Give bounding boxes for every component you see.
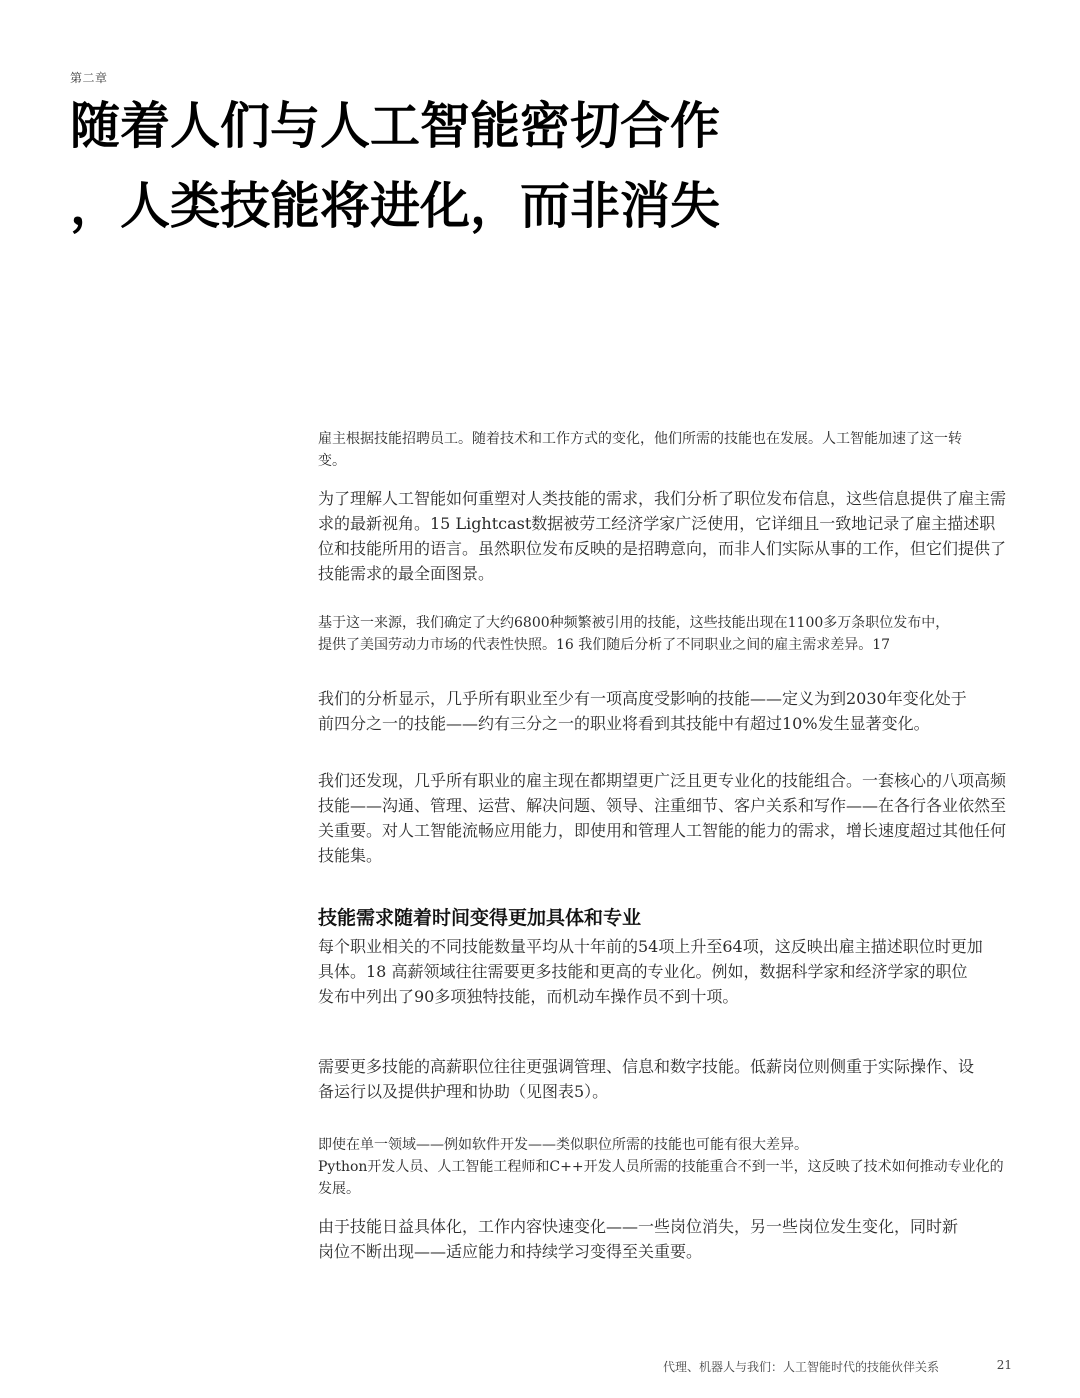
paragraph-methodology: 为了理解人工智能如何重塑对人类技能的需求，我们分析了职位发布信息，这些信息提供了雇主需求的最新视角。15 Lightcast数据被劳工经济学家广泛使用，它详细且一致地记录了雇主描述职位和技能所用的语言。虽然职位发布反映的是招聘意向，而非人们实际从事的工作，但它们提供了技能需求的最全面图景。 bbox=[318, 489, 1007, 583]
paragraph-software-dev-line-1: 即使在单一领域——例如软件开发——类似职位所需的技能也可能有很大差异。 bbox=[318, 1137, 808, 1153]
title-line-2: ，人类技能将进化，而非消失 bbox=[70, 177, 720, 235]
paragraph-software-dev-line-2: Python开发人员、人工智能工程师和C++开发人员所需的技能重合不到一半，这反映了技术如何推动专业化的发展。 bbox=[318, 1159, 1004, 1197]
footer-report-title: 代理、机器人与我们：人工智能时代的技能伙伴关系 bbox=[663, 1360, 940, 1374]
paragraph-adaptability: 由于技能日益具体化，工作内容快速变化——一些岗位消失，另一些岗位发生变化，同时新岗位不断出现——适应能力和持续学习变得至关重要。 bbox=[318, 1217, 959, 1261]
body-column bbox=[318, 428, 1018, 1264]
paragraph-intro: 雇主根据技能招聘员工。随着技术和工作方式的变化，他们所需的技能也在发展。人工智能加速了这一转变。 bbox=[318, 431, 962, 469]
section-subheading: 技能需求随着时间变得更加具体和专业 bbox=[318, 907, 642, 929]
paragraph-analysis: 我们的分析显示，几乎所有职业至少有一项高度受影响的技能——定义为到2030年变化处于前四分之一的技能——约有三分之一的职业将看到其技能中有超过10%发生显著变化。 bbox=[318, 689, 967, 733]
paragraph-skill-count: 每个职业相关的不同技能数量平均从十年前的54项上升至64项，这反映出雇主描述职位时更加具体。18 高薪领域往往需要更多技能和更高的专业化。例如，数据科学家和经济学家的职位发布中列出了90多项独特技能，而机动车操作员不到十项。 bbox=[318, 937, 983, 1006]
title-line-1: 随着人们与人工智能密切合作 bbox=[70, 97, 720, 155]
paragraph-findings: 我们还发现，几乎所有职业的雇主现在都期望更广泛且更专业化的技能组合。一套核心的八项高频技能——沟通、管理、运营、解决问题、领导、注重细节、客户关系和写作——在各行各业依然至关重要。对人工智能流畅应用能力，即使用和管理人工智能的能力的需求，增长速度超过其他任何技能集。 bbox=[318, 771, 1007, 865]
paragraph-software-dev bbox=[318, 1134, 1008, 1200]
page-number: 21 bbox=[996, 1358, 1012, 1372]
paragraph-high-pay: 需要更多技能的高薪职位往往更强调管理、信息和数字技能。低薪岗位则侧重于实际操作、设备运行以及提供护理和协助（见图表5）。 bbox=[318, 1057, 975, 1101]
page-title bbox=[70, 86, 830, 246]
paragraph-source: 基于这一来源，我们确定了大约6800种频繁被引用的技能，这些技能出现在1100多万条职位发布中，提供了美国劳动力市场的代表性快照。16 我们随后分析了不同职业之间的雇主需求差异。17 bbox=[318, 615, 950, 653]
chapter-label: 第二章 bbox=[70, 71, 108, 85]
